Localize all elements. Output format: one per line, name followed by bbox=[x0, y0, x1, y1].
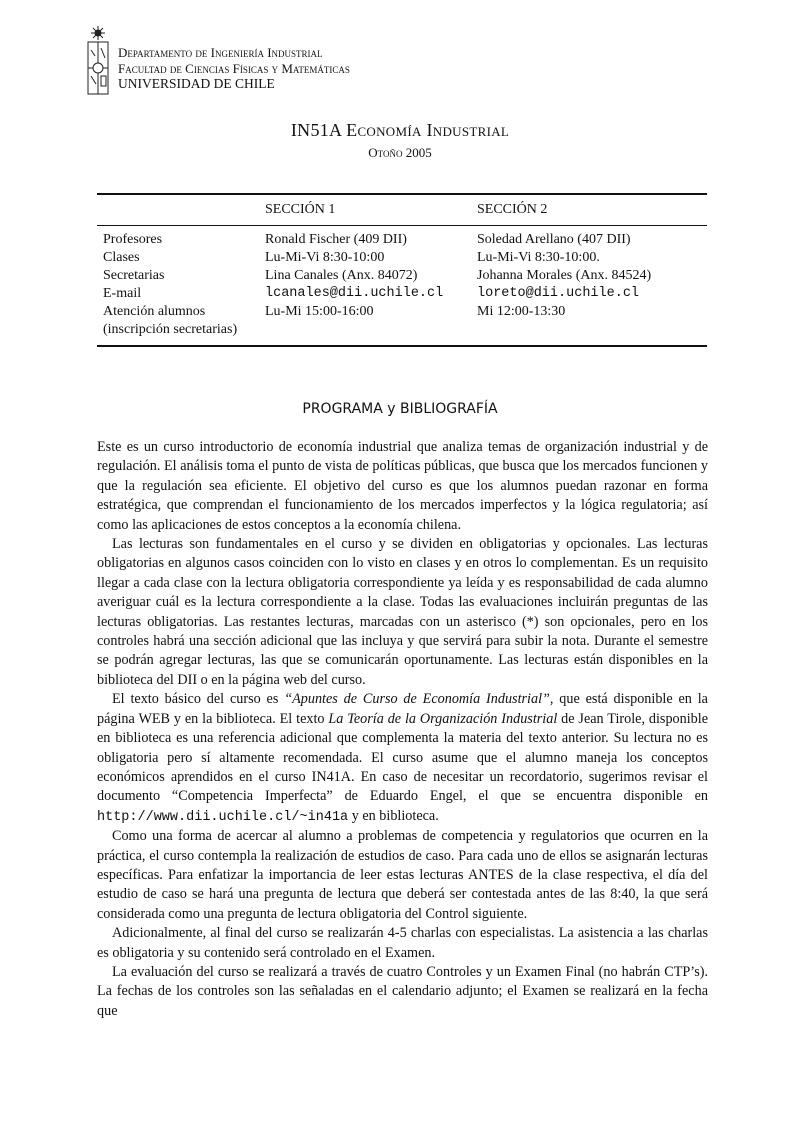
header-cell bbox=[97, 194, 259, 226]
body-text bbox=[97, 438, 708, 1021]
table-row bbox=[97, 285, 707, 303]
cell bbox=[259, 321, 471, 346]
text: El texto básico del curso es bbox=[112, 691, 285, 708]
course-term: Otoño 2005 bbox=[368, 145, 432, 160]
table-row bbox=[97, 249, 707, 267]
course-title: IN51A Economía Industrial bbox=[290, 120, 510, 140]
book-title: La Teoría de la Organización Industrial bbox=[328, 710, 558, 727]
cell: Lu-Mi-Vi 8:30-10:00. bbox=[477, 250, 600, 265]
course-info-table bbox=[97, 193, 707, 347]
cell: Johanna Morales (Anx. 84524) bbox=[477, 268, 652, 283]
header-cell: SECCIÓN 2 bbox=[471, 194, 707, 226]
section-title: PROGRAMA y BIBLIOGRAFÍA bbox=[302, 401, 498, 417]
course-url: http://www.dii.uchile.cl/~in41a bbox=[97, 809, 349, 825]
cell: Lu-Mi 15:00-16:00 bbox=[265, 304, 374, 319]
table-row bbox=[97, 267, 707, 285]
faculty-name: Facultad de Ciencias Físicas y Matemáticas bbox=[118, 60, 350, 76]
email-cell: lcanales@dii.uchile.cl bbox=[265, 286, 444, 301]
cell: Mi 12:00-13:30 bbox=[477, 304, 566, 319]
header-cell: SECCIÓN 1 bbox=[259, 194, 471, 226]
paragraph: Las lecturas son fundamentales en el curso y se dividen en obligatorias y opcionales. Las lecturas obligatorias en algunos casos coinciden con lo visto en clases y en otros lo complementan. Es un requisito llegar a cada clase con la lectura obligatoria correspondiente ya leída y es responsabilidad de cada alumno averiguar cuál es la lectura correspondiente a la clase. Todas las evaluaciones incluirán preguntas de las lecturas obligatorias. Las restantes lecturas, marcadas con un asterisco (*) son opcionales, pero en los controles habrá una sección adicional que las incluya y que servirá para subir la nota. Durante el semestre se podrán agregar lecturas, las que se comunicarán oportunamente. Las lecturas están disponibles en la biblioteca del DII o en la página web del curso. bbox=[97, 536, 708, 688]
cell: Lu-Mi-Vi 8:30-10:00 bbox=[265, 250, 385, 265]
cell: Soledad Arellano (407 DII) bbox=[477, 232, 631, 247]
course-heading bbox=[0, 120, 800, 161]
book-title: “Apuntes de Curso de Economía Industrial” bbox=[284, 691, 550, 708]
paragraph bbox=[97, 690, 708, 827]
cell: Ronald Fischer (409 DII) bbox=[265, 232, 407, 247]
table-row bbox=[97, 303, 707, 321]
row-label: Secretarias bbox=[103, 268, 165, 283]
institution-header bbox=[118, 45, 350, 92]
table-header-row bbox=[97, 194, 707, 226]
paragraph: Este es un curso introductorio de economía industrial que analiza temas de organización industrial y de regulación. El análisis toma el punto de vista de políticas públicas, que busca que los mercados funcionen y que la regulación sea eficiente. El objetivo del curso es que los alumnos puedan razonar en forma estratégica, que comprendan el funcionamiento de los mercados imperfectos y la lógica regulatoria; así como las aplicaciones de estos conceptos a la economía chilena. bbox=[97, 439, 708, 533]
cell bbox=[471, 321, 707, 346]
university-name: UNIVERSIDAD DE CHILE bbox=[118, 76, 275, 91]
paragraph: Adicionalmente, al final del curso se realizarán 4-5 charlas con especialistas. La asistencia a las charlas es obligatoria y su contenido será controlado en el Examen. bbox=[97, 925, 708, 961]
row-label: Clases bbox=[103, 250, 140, 265]
row-label: (inscripción secretarias) bbox=[103, 322, 238, 337]
department-name: Departamento de Ingeniería Industrial bbox=[118, 45, 323, 60]
text: y en biblioteca. bbox=[348, 807, 439, 824]
email-cell: loreto@dii.uchile.cl bbox=[477, 286, 640, 301]
text: , que está disponible en la página WEB y en la biblioteca. El texto bbox=[97, 691, 708, 727]
table-row bbox=[97, 226, 707, 250]
text: de Jean Tirole, disponible en biblioteca es una referencia adicional que complementa la materia del texto anterior. Su lectura no es obligatoria pero sí altamente recomendada. El curso asume que el alumno maneja los conceptos económicos aprendidos en el curso IN41A. En caso de necesitar un recordatorio, sugerimos revisar el documento “Competencia Imperfecta” de Eduardo Engel, el que se encuentra disponible en bbox=[97, 710, 708, 805]
university-crest-logo bbox=[86, 24, 110, 96]
paragraph: La evaluación del curso se realizará a través de cuatro Controles y un Examen Final (no habrán CTP’s). La fechas de los controles son las señaladas en el calendario adjunto; el Examen se realizará en la fecha que bbox=[97, 963, 708, 1019]
table-row bbox=[97, 321, 707, 346]
row-label: E-mail bbox=[103, 286, 142, 301]
cell: Lina Canales (Anx. 84072) bbox=[265, 268, 418, 283]
paragraph: Como una forma de acercar al alumno a problemas de competencia y regulatorios que ocurren en la práctica, el curso contempla la realización de estudios de caso. Para cada uno de ellos se asignarán lecturas específicas. Para enfatizar la importancia de leer estas lecturas ANTES de la clase respectiva, el día del estudio de caso se hará una pregunta de lectura que deberá ser contestada antes de las 8:40, la que será considerada como una pregunta de lectura obligatoria del Control siguiente. bbox=[97, 828, 708, 922]
row-label: Atención alumnos bbox=[103, 304, 206, 319]
row-label: Profesores bbox=[103, 232, 163, 247]
